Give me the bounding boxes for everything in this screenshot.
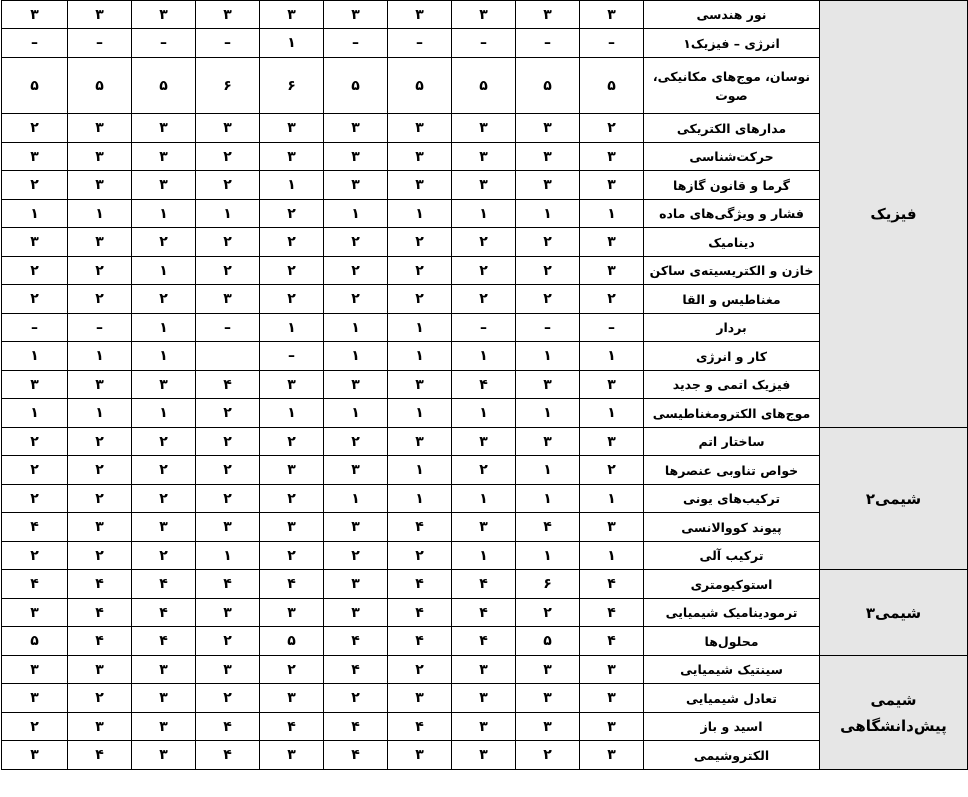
value-cell: ۳ [2,599,68,627]
value-cell: ۱ [324,399,388,428]
value-cell: ۱ [452,342,516,371]
value-cell: ۳ [2,371,68,399]
value-cell: ۲ [388,257,452,285]
value-cell [196,342,260,371]
value-cell: ۳ [516,656,580,684]
value-cell: ۳ [68,513,132,542]
value-cell: ۱ [516,542,580,570]
value-cell: ۲ [196,627,260,656]
value-cell: ۳ [516,684,580,713]
value-cell: ۲ [516,599,580,627]
value-cell: ۲ [2,114,68,143]
topic-cell: کار و انرژی [644,342,820,371]
value-cell: ۲ [196,143,260,171]
value-cell: ۳ [2,684,68,713]
value-cell: ۳ [324,599,388,627]
value-cell: ۳ [196,1,260,29]
value-cell: ۵ [2,627,68,656]
subject-cell: شیمی۲ [820,428,968,570]
value-cell: ۳ [388,171,452,200]
table-row [2,656,968,684]
value-cell: ۴ [132,570,196,599]
value-cell: ۳ [452,171,516,200]
value-cell: ۳ [324,114,388,143]
value-cell: ۲ [516,285,580,314]
value-cell: ۳ [452,143,516,171]
value-cell: ۲ [132,428,196,456]
value-cell: ۲ [196,456,260,485]
topic-cell: خواص تناوبی عنصرها [644,456,820,485]
topic-cell: محلول‌ها [644,627,820,656]
value-cell: ۶ [516,570,580,599]
value-cell: ۲ [516,228,580,257]
value-cell: ۲ [260,200,324,228]
topic-cell: بردار [644,314,820,342]
value-cell: ۴ [324,656,388,684]
value-cell: ۴ [388,570,452,599]
value-cell: ۱ [452,200,516,228]
value-cell: ۵ [2,58,68,114]
value-cell: ۳ [516,371,580,399]
topic-cell: ساختار اتم [644,428,820,456]
topic-cell: پیوند کووالانسی [644,513,820,542]
value-cell: ۱ [132,257,196,285]
value-cell: ۳ [68,371,132,399]
value-cell: ۱ [324,485,388,513]
value-cell: ۴ [452,599,516,627]
value-cell: ۲ [68,542,132,570]
value-cell: ۱ [516,342,580,371]
value-cell: ۴ [196,570,260,599]
value-cell: ۲ [324,285,388,314]
value-cell: – [324,29,388,58]
value-cell: ۲ [132,542,196,570]
value-cell: – [516,314,580,342]
value-cell: ۱ [516,456,580,485]
value-cell: ۴ [68,741,132,770]
topic-cell: تعادل شیمیایی [644,684,820,713]
value-cell: ۱ [132,200,196,228]
topic-cell: اسید و باز [644,713,820,741]
value-cell: ۲ [388,656,452,684]
subject-cell: شیمی پیش‌دانشگاهی [820,656,968,770]
value-cell: – [132,29,196,58]
value-cell: – [196,29,260,58]
value-cell: ۴ [2,570,68,599]
value-cell: ۳ [516,1,580,29]
value-cell: ۱ [580,542,644,570]
value-cell: ۲ [260,257,324,285]
value-cell: – [452,29,516,58]
value-cell: ۳ [452,114,516,143]
value-cell: ۱ [516,399,580,428]
value-cell: – [452,314,516,342]
value-cell: ۳ [68,1,132,29]
value-cell: ۲ [196,171,260,200]
value-cell: ۳ [324,513,388,542]
value-cell: ۳ [580,257,644,285]
value-cell: ۲ [2,285,68,314]
value-cell: ۴ [452,627,516,656]
value-cell: ۳ [132,143,196,171]
value-cell: ۲ [68,485,132,513]
value-cell: ۱ [388,342,452,371]
value-cell: ۲ [196,257,260,285]
value-cell: ۳ [196,656,260,684]
value-cell: ۲ [68,456,132,485]
value-cell: ۱ [452,542,516,570]
topic-cell: خازن و الکتریسیته‌ی ساکن [644,257,820,285]
value-cell: ۴ [580,599,644,627]
value-cell: ۳ [260,114,324,143]
value-cell: ۱ [2,342,68,371]
value-cell: ۳ [580,143,644,171]
value-cell: ۳ [260,456,324,485]
value-cell: ۱ [388,200,452,228]
value-cell: ۴ [452,570,516,599]
value-cell: ۳ [452,428,516,456]
subject-cell: شیمی۳ [820,570,968,656]
value-cell: ۲ [516,257,580,285]
value-cell: ۳ [580,228,644,257]
value-cell: ۴ [324,741,388,770]
value-cell: ۱ [196,542,260,570]
value-cell: ۳ [324,143,388,171]
value-cell: ۳ [388,371,452,399]
value-cell: ۲ [196,485,260,513]
value-cell: ۳ [196,114,260,143]
value-cell: ۵ [516,627,580,656]
value-cell: ۳ [388,741,452,770]
value-cell: ۳ [516,713,580,741]
value-cell: ۱ [580,200,644,228]
value-cell: ۳ [452,513,516,542]
value-cell: ۳ [260,143,324,171]
value-cell: ۲ [324,228,388,257]
value-cell: ۳ [132,371,196,399]
value-cell: ۴ [388,513,452,542]
value-cell: ۴ [68,627,132,656]
value-cell: ۱ [388,485,452,513]
topic-cell: استوکیومتری [644,570,820,599]
table-row [2,570,968,599]
value-cell: ۱ [452,485,516,513]
value-cell: ۴ [580,570,644,599]
value-cell: ۳ [2,228,68,257]
value-cell: ۲ [324,257,388,285]
value-cell: ۱ [68,200,132,228]
value-cell: – [196,314,260,342]
value-cell: ۱ [260,29,324,58]
value-cell: ۲ [68,684,132,713]
topic-cell: نور هندسی [644,1,820,29]
value-cell: ۱ [2,399,68,428]
value-cell: ۳ [68,228,132,257]
topic-cell: نوسان، موج‌های مکانیکی، صوت [644,58,820,114]
value-cell: ۳ [452,741,516,770]
value-cell: – [580,29,644,58]
value-cell: ۳ [2,1,68,29]
value-cell: ۲ [580,114,644,143]
value-cell: ۲ [324,428,388,456]
value-cell: ۲ [260,542,324,570]
value-cell: ۲ [260,428,324,456]
value-cell: ۶ [260,58,324,114]
value-cell: ۲ [68,285,132,314]
value-cell: ۲ [516,741,580,770]
value-cell: ۲ [2,428,68,456]
value-cell: ۱ [452,399,516,428]
value-cell: ۳ [580,684,644,713]
value-cell: ۵ [324,58,388,114]
value-cell: ۴ [452,371,516,399]
value-cell: ۳ [388,114,452,143]
value-cell: ۲ [196,428,260,456]
value-cell: ۲ [132,285,196,314]
value-cell: ۲ [196,399,260,428]
value-cell: – [2,29,68,58]
value-cell: ۴ [196,371,260,399]
value-cell: ۳ [196,285,260,314]
value-cell: ۳ [388,428,452,456]
value-cell: ۳ [580,171,644,200]
value-cell: ۳ [516,143,580,171]
value-cell: ۲ [580,285,644,314]
value-cell: ۱ [132,342,196,371]
value-cell: ۳ [132,656,196,684]
value-cell: ۱ [68,342,132,371]
value-cell: ۴ [196,713,260,741]
value-cell: ۳ [324,456,388,485]
value-cell: ۳ [260,684,324,713]
value-cell: ۳ [324,1,388,29]
value-cell: ۲ [260,656,324,684]
value-cell: ۳ [132,1,196,29]
value-cell: ۱ [324,314,388,342]
value-cell: ۱ [68,399,132,428]
value-cell: ۳ [68,143,132,171]
value-cell: ۱ [132,314,196,342]
value-cell: ۳ [388,143,452,171]
value-cell: ۳ [132,741,196,770]
topic-cell: فیزیک اتمی و جدید [644,371,820,399]
value-cell: ۳ [324,371,388,399]
value-cell: ۱ [196,200,260,228]
value-cell: ۳ [132,171,196,200]
value-cell: ۱ [580,399,644,428]
value-cell: ۲ [260,285,324,314]
value-cell: ۲ [2,171,68,200]
value-cell: ۱ [324,342,388,371]
value-cell: – [68,314,132,342]
topic-cell: ترمودینامیک شیمیایی [644,599,820,627]
value-cell: ۳ [260,741,324,770]
value-cell: ۲ [2,542,68,570]
value-cell: ۴ [516,513,580,542]
value-cell: ۳ [388,684,452,713]
value-cell: ۳ [132,513,196,542]
topic-cell: ترکیب‌های یونی [644,485,820,513]
value-cell: ۵ [68,58,132,114]
value-cell: ۲ [452,456,516,485]
value-cell: ۲ [324,684,388,713]
value-cell: ۳ [196,599,260,627]
value-cell: ۲ [452,257,516,285]
value-cell: ۳ [260,1,324,29]
value-cell: ۳ [260,371,324,399]
value-cell: ۴ [388,599,452,627]
value-cell: ۲ [452,228,516,257]
value-cell: ۱ [580,342,644,371]
value-cell: ۳ [132,684,196,713]
table-row [2,428,968,456]
value-cell: ۴ [324,713,388,741]
value-cell: ۳ [68,713,132,741]
topic-cell: انرژی – فیزیک۱ [644,29,820,58]
value-cell: ۴ [68,570,132,599]
value-cell: ۳ [68,171,132,200]
topic-question-count-table [1,0,968,770]
value-cell: ۳ [452,1,516,29]
value-cell: ۲ [2,713,68,741]
value-cell: – [388,29,452,58]
value-cell: ۲ [2,485,68,513]
value-cell: ۳ [580,713,644,741]
value-cell: ۶ [196,58,260,114]
value-cell: ۳ [68,656,132,684]
value-cell: ۲ [196,684,260,713]
value-cell: ۵ [260,627,324,656]
value-cell: ۱ [260,171,324,200]
topic-cell: گرما و قانون گازها [644,171,820,200]
value-cell: ۳ [580,656,644,684]
value-cell: ۲ [260,228,324,257]
value-cell: ۵ [452,58,516,114]
value-cell: ۱ [260,399,324,428]
value-cell: ۳ [580,1,644,29]
value-cell: ۳ [516,171,580,200]
value-cell: ۴ [324,627,388,656]
value-cell: ۳ [580,741,644,770]
value-cell: – [2,314,68,342]
value-cell: ۳ [68,114,132,143]
value-cell: ۳ [580,428,644,456]
topic-cell: الکتروشیمی [644,741,820,770]
value-cell: ۳ [580,513,644,542]
value-cell: ۲ [324,542,388,570]
value-cell: ۳ [132,713,196,741]
value-cell: ۲ [132,485,196,513]
value-cell: ۲ [196,228,260,257]
value-cell: ۵ [388,58,452,114]
subject-cell: فیزیک [820,1,968,428]
value-cell: ۲ [260,485,324,513]
value-cell: ۴ [260,570,324,599]
value-cell: ۳ [388,1,452,29]
value-cell: ۳ [324,171,388,200]
value-cell: – [516,29,580,58]
value-cell: ۱ [516,485,580,513]
value-cell: ۲ [68,428,132,456]
value-cell: – [68,29,132,58]
value-cell: ۵ [580,58,644,114]
value-cell: ۴ [196,741,260,770]
value-cell: ۲ [580,456,644,485]
value-cell: ۲ [452,285,516,314]
value-cell: ۳ [260,513,324,542]
topic-cell: سینتیک شیمیایی [644,656,820,684]
value-cell: ۱ [324,200,388,228]
table-body [2,1,968,770]
value-cell: ۳ [580,371,644,399]
value-cell: ۳ [196,513,260,542]
value-cell: ۱ [132,399,196,428]
value-cell: ۴ [2,513,68,542]
value-cell: ۳ [2,143,68,171]
topic-cell: فشار و ویژگی‌های ماده [644,200,820,228]
value-cell: ۳ [516,114,580,143]
value-cell: ۵ [516,58,580,114]
value-cell: ۴ [260,713,324,741]
value-cell: ۳ [2,741,68,770]
value-cell: ۲ [132,456,196,485]
value-cell: – [580,314,644,342]
value-cell: ۲ [388,542,452,570]
value-cell: ۲ [68,257,132,285]
value-cell: ۲ [132,228,196,257]
value-cell: – [260,342,324,371]
value-cell: ۱ [580,485,644,513]
value-cell: ۴ [132,599,196,627]
value-cell: ۲ [388,228,452,257]
topic-cell: موج‌های الکترومغناطیسی [644,399,820,428]
value-cell: ۲ [2,257,68,285]
value-cell: ۳ [132,114,196,143]
value-cell: ۳ [452,684,516,713]
value-cell: ۴ [580,627,644,656]
value-cell: ۴ [68,599,132,627]
value-cell: ۲ [2,456,68,485]
value-cell: ۳ [516,428,580,456]
value-cell: ۱ [388,456,452,485]
topic-cell: مغناطیس و القا [644,285,820,314]
value-cell: ۱ [388,314,452,342]
value-cell: ۳ [452,713,516,741]
table-row [2,1,968,29]
topic-cell: دینامیک [644,228,820,257]
value-cell: ۱ [260,314,324,342]
value-cell: ۳ [260,599,324,627]
value-cell: ۲ [388,285,452,314]
value-cell: ۵ [132,58,196,114]
value-cell: ۴ [388,627,452,656]
value-cell: ۳ [324,570,388,599]
value-cell: ۴ [132,627,196,656]
topic-cell: حرکت‌شناسی [644,143,820,171]
value-cell: ۳ [2,656,68,684]
topic-cell: ترکیب آلی [644,542,820,570]
value-cell: ۱ [2,200,68,228]
value-cell: ۴ [388,713,452,741]
value-cell: ۱ [516,200,580,228]
value-cell: ۳ [452,656,516,684]
value-cell: ۱ [388,399,452,428]
topic-cell: مدارهای الکتریکی [644,114,820,143]
